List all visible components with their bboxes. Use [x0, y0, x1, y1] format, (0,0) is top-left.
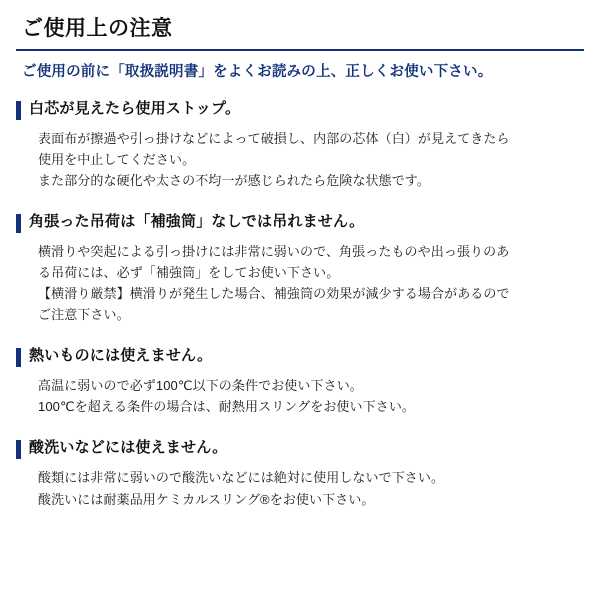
section-2-line-4: ご注意下さい。: [38, 307, 130, 323]
section-marker-icon: [16, 214, 21, 233]
section-4-body: [16, 467, 584, 509]
notice-section-2: [16, 213, 584, 325]
notice-section-1: [16, 100, 584, 191]
notice-section-3: [16, 347, 584, 417]
section-3-line-2: 100℃を超える条件の場合は、耐熱用スリングをお使い下さい。: [38, 399, 416, 415]
lead-statement: ご使用の前に「取扱説明書」をよくお読みの上、正しくお使い下さい。: [22, 64, 493, 81]
section-3-line-1: 高温に弱いので必ず100℃以下の条件でお使い下さい。: [38, 378, 363, 394]
section-4-title: 酸洗いなどには使えません。: [29, 439, 228, 457]
section-1-body: [16, 128, 584, 191]
section-2-line-3: 【横滑り厳禁】横滑りが発生した場合、補強筒の効果が減少する場合があるので: [38, 286, 510, 302]
section-1-line-2: 使用を中止してください。: [38, 152, 196, 168]
section-4-line-1: 酸類には非常に弱いので酸洗いなどには絶対に使用しないで下さい。: [38, 470, 445, 486]
section-3-header: [16, 347, 584, 367]
title-divider: [16, 49, 584, 51]
section-2-line-2: る吊荷には、必ず「補強筒」をしてお使い下さい。: [38, 265, 340, 281]
section-2-title: 角張った吊荷は「補強筒」なしでは吊れません。: [29, 213, 365, 231]
section-1-title: 白芯が見えたら使用ストップ。: [29, 100, 241, 118]
page-title: ご使用上の注意: [22, 17, 173, 40]
section-2-body: [16, 241, 584, 325]
section-3-body: [16, 375, 584, 417]
section-1-header: [16, 100, 584, 120]
section-marker-icon: [16, 348, 21, 367]
notice-section-4: [16, 439, 584, 509]
section-1-line-1: 表面布が擦過や引っ掛けなどによって破損し、内部の芯体（白）が見えてきたら: [38, 131, 510, 147]
section-4-header: [16, 439, 584, 459]
section-2-line-1: 横滑りや突起による引っ掛けには非常に弱いので、角張ったものや出っ張りのあ: [38, 244, 510, 260]
section-marker-icon: [16, 440, 21, 459]
section-2-header: [16, 213, 584, 233]
section-3-title: 熱いものには使えません。: [29, 347, 213, 365]
section-marker-icon: [16, 101, 21, 120]
section-4-line-2: 酸洗いには耐薬品用ケミカルスリング®をお使い下さい。: [38, 491, 375, 507]
section-1-line-3: また部分的な硬化や太さの不均一が感じられたら危険な状態です。: [38, 173, 430, 189]
